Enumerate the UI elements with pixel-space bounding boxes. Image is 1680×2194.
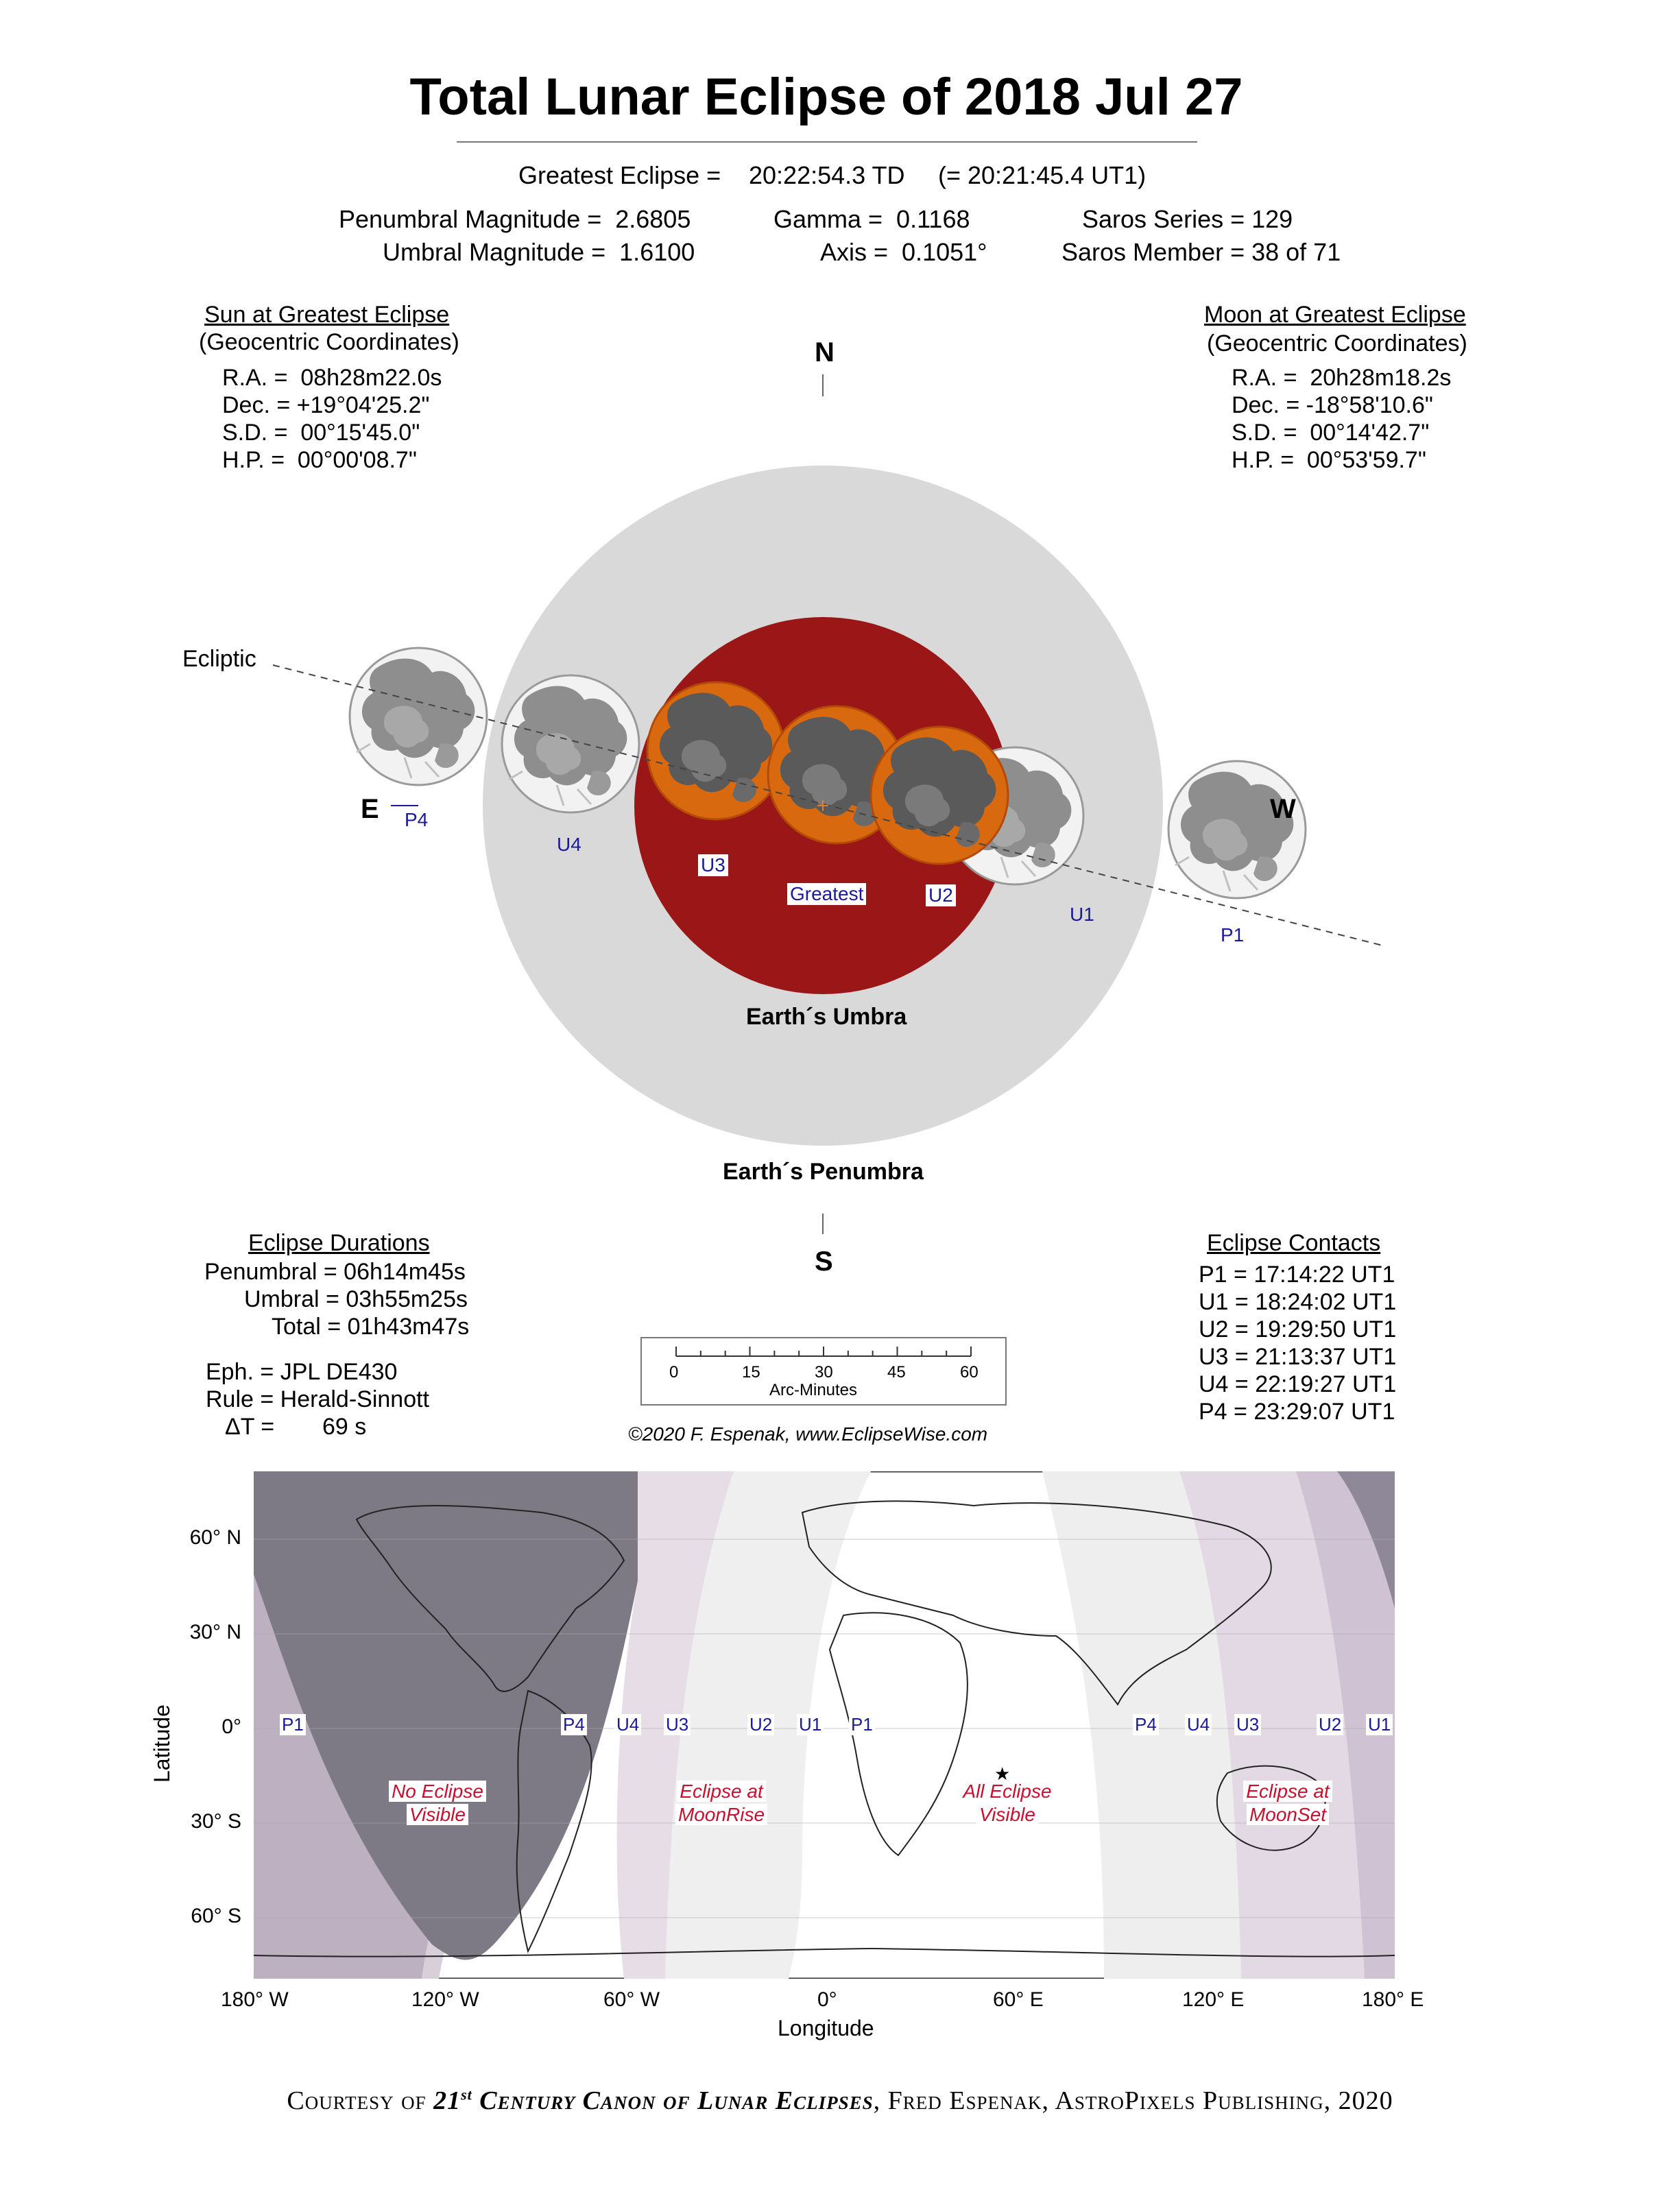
lat-0: 0° (221, 1715, 241, 1738)
footer-post: , Fred Espenak, AstroPixels Publishing, 2020 (873, 2086, 1393, 2115)
lon-120e: 120° E (1182, 1988, 1245, 2011)
zone-moonset-label (1225, 1780, 1351, 1827)
contact-u4: U4 (557, 834, 581, 855)
map-contact-u1-east: U1 (1366, 1714, 1393, 1735)
contact-u3: U3 (698, 854, 728, 876)
map-contact-u4-west: U4 (614, 1714, 641, 1735)
page-title: Total Lunar Eclipse of 2018 Jul 27 (409, 68, 1243, 126)
sun-subheading: (Geocentric Coordinates) (199, 329, 459, 355)
contact-u1: U1 (1070, 904, 1094, 925)
sun-sd: S.D. = 00°15'45.0" (222, 420, 420, 446)
moon-u4 (502, 675, 639, 812)
contacts-heading: Eclipse Contacts (1207, 1230, 1381, 1256)
map-contact-p4-west: P4 (561, 1714, 587, 1735)
rule: Rule = Herald-Sinnott (206, 1386, 430, 1412)
greatest-eclipse-label: Greatest Eclipse = (518, 161, 721, 189)
duration-umbral: Umbral = 03h55m25s (244, 1286, 468, 1312)
axis-value: Axis = 0.1051° (820, 238, 987, 266)
title-divider (457, 141, 1197, 143)
delta-t-label: ΔT = (225, 1414, 275, 1440)
west-label: W (1270, 794, 1296, 824)
copyright: ©2020 F. Espenak, www.EclipseWise.com (628, 1423, 988, 1445)
footer-book-b: Century Canon of Lunar Eclipses (472, 2086, 874, 2115)
zone-moonset-line2: MoonSet (1247, 1804, 1329, 1825)
north-label: N (815, 337, 835, 367)
delta-t-value: 69 s (322, 1414, 367, 1440)
zone-no-eclipse-line1: No Eclipse (389, 1781, 486, 1802)
moon-p4 (350, 648, 487, 785)
zone-no-eclipse-label (374, 1780, 501, 1827)
gamma-value: Gamma = 0.1168 (773, 205, 970, 233)
greatest-eclipse-td: 20:22:54.3 TD (749, 161, 905, 189)
contact-time-p4: P4 = 23:29:07 UT1 (1199, 1399, 1395, 1425)
footer-book-a: 21 (433, 2086, 461, 2115)
lon-180e: 180° E (1362, 1988, 1424, 2011)
scale-tick-60: 60 (960, 1363, 979, 1382)
map-contact-u2-west: U2 (747, 1714, 774, 1735)
scale-box (640, 1337, 1007, 1406)
contact-time-u1: U1 = 18:24:02 UT1 (1199, 1289, 1397, 1315)
zone-moonrise-line2: MoonRise (675, 1804, 767, 1825)
lat-30n: 30° N (189, 1621, 241, 1643)
scale-tick-45: 45 (887, 1363, 906, 1382)
sun-heading: Sun at Greatest Eclipse (204, 302, 450, 328)
contact-u2: U2 (926, 884, 956, 906)
eclipse-diagram (0, 329, 1680, 1289)
sun-hp: H.P. = 00°00'08.7" (222, 447, 417, 473)
ecliptic-label: Ecliptic (182, 646, 256, 672)
durations-heading: Eclipse Durations (248, 1230, 430, 1256)
contact-p1: P1 (1221, 924, 1245, 945)
moon-u3 (647, 682, 784, 819)
saros-member: Saros Member = 38 of 71 (1061, 238, 1341, 266)
moon-p1 (1168, 761, 1306, 898)
subsolar-marker-icon: ★ (994, 1763, 1011, 1784)
scale-unit: Arc-Minutes (769, 1381, 858, 1399)
lon-60w: 60° W (603, 1988, 660, 2011)
scale-tick-30: 30 (815, 1363, 833, 1382)
map-contact-u2-east: U2 (1317, 1714, 1343, 1735)
map-contact-p1-east: P1 (849, 1714, 875, 1735)
lon-60e: 60° E (993, 1988, 1044, 2011)
map-ylabel: Latitude (149, 1704, 174, 1783)
greatest-eclipse-ut: (= 20:21:45.4 UT1) (938, 161, 1147, 189)
contact-time-u2: U2 = 19:29:50 UT1 (1199, 1316, 1397, 1342)
zone-moonrise-label (660, 1780, 783, 1827)
map-contact-u3-west: U3 (664, 1714, 691, 1735)
zone-moonrise-line1: Eclipse at (677, 1781, 765, 1802)
moon-heading: Moon at Greatest Eclipse (1204, 302, 1466, 328)
zone-no-eclipse-line2: Visible (407, 1804, 468, 1825)
scale-tick-0: 0 (669, 1363, 679, 1382)
lon-120w: 120° W (411, 1988, 479, 2011)
lat-30s: 30° S (191, 1810, 241, 1833)
umbral-magnitude: Umbral Magnitude = 1.6100 (383, 238, 695, 266)
zone-all-visible-line2: Visible (976, 1804, 1038, 1825)
zone-all-visible-line1: All Eclipse (960, 1781, 1054, 1802)
penumbral-magnitude: Penumbral Magnitude = 2.6805 (339, 205, 691, 233)
zone-moonset-line1: Eclipse at (1243, 1781, 1332, 1802)
contact-time-p1: P1 = 17:14:22 UT1 (1199, 1262, 1395, 1288)
map-xlabel: Longitude (778, 2016, 874, 2040)
moon-subheading: (Geocentric Coordinates) (1207, 330, 1467, 357)
lat-60s: 60° S (191, 1905, 241, 1927)
east-label: E (361, 794, 379, 824)
ephemeris: Eph. = JPL DE430 (206, 1359, 398, 1385)
map-contact-p1-west: P1 (280, 1714, 306, 1735)
contact-greatest: Greatest (787, 883, 866, 905)
moon-dec: Dec. = -18°58'10.6" (1232, 392, 1433, 418)
moon-hp: H.P. = 00°53'59.7" (1232, 447, 1426, 473)
south-label: S (815, 1246, 833, 1277)
lon-180w: 180° W (221, 1988, 289, 2011)
saros-series: Saros Series = 129 (1082, 205, 1293, 233)
umbra-label: Earth´s Umbra (746, 1004, 907, 1030)
footer-credit (0, 2086, 1680, 2116)
lon-0: 0° (817, 1988, 837, 2011)
contact-time-u4: U4 = 22:19:27 UT1 (1199, 1371, 1397, 1397)
scale-tick-15: 15 (742, 1363, 760, 1382)
moon-u2 (871, 727, 1008, 864)
visibility-map (254, 1471, 1395, 1979)
moon-sd: S.D. = 00°14'42.7" (1232, 420, 1430, 446)
zone-all-visible-label (942, 1780, 1072, 1827)
footer-book-sup: st (461, 2086, 472, 2103)
sun-dec: Dec. = +19°04'25.2" (222, 392, 430, 418)
duration-penumbral: Penumbral = 06h14m45s (204, 1259, 466, 1285)
lat-60n: 60° N (189, 1526, 241, 1549)
contact-time-u3: U3 = 21:13:37 UT1 (1199, 1344, 1397, 1370)
map-contact-u3-east: U3 (1234, 1714, 1261, 1735)
footer-pre: Courtesy of (287, 2086, 434, 2115)
penumbra-label: Earth´s Penumbra (723, 1159, 924, 1185)
map-contact-u1-west: U1 (797, 1714, 824, 1735)
map-contact-p4-east: P4 (1133, 1714, 1159, 1735)
moon-ra: R.A. = 20h28m18.2s (1232, 365, 1452, 391)
duration-total: Total = 01h43m47s (272, 1314, 470, 1340)
sun-ra: R.A. = 08h28m22.0s (222, 365, 442, 391)
map-contact-u4-east: U4 (1185, 1714, 1212, 1735)
contact-p4: P4 (405, 809, 429, 830)
